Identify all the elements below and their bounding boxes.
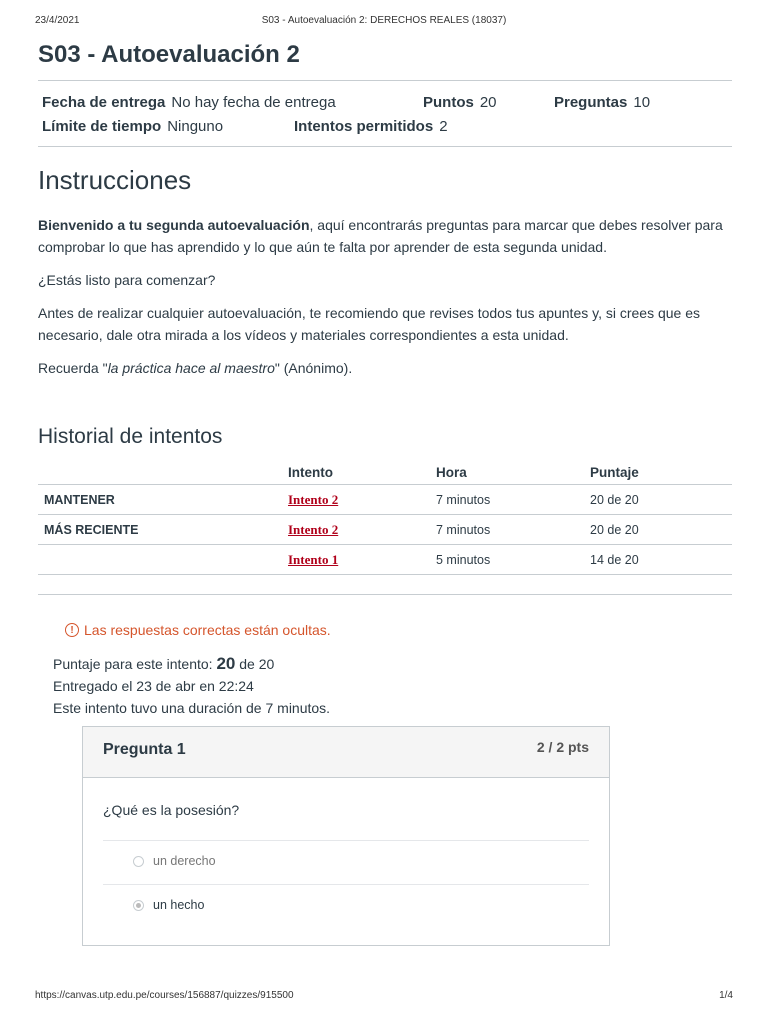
instructions-quote bbox=[38, 357, 732, 379]
detail-due bbox=[42, 94, 336, 111]
divider bbox=[38, 594, 732, 595]
print-footer bbox=[35, 990, 733, 1004]
radio-button bbox=[133, 856, 144, 867]
answer-option bbox=[103, 840, 589, 884]
radio-button-selected bbox=[133, 900, 144, 911]
detail-attempts bbox=[294, 118, 448, 135]
warning-text: Las respuestas correctas están ocultas. bbox=[84, 622, 331, 638]
instructions-heading: Instrucciones bbox=[38, 165, 192, 195]
score-value: 20 bbox=[216, 654, 236, 673]
instructions-paragraph bbox=[38, 214, 732, 258]
detail-time-limit-label: Límite de tiempo bbox=[42, 118, 162, 135]
instructions-advice: Antes de realizar cualquier autoevaluación, te recomiendo que revises todos tus apuntes y, si crees que es necesario, dale otra mirada a los vídeos y materiales correspondientes a esta unidad. bbox=[38, 305, 701, 343]
quiz-content bbox=[38, 38, 732, 719]
detail-points-value: 20 bbox=[479, 94, 497, 111]
row-label: MANTENER bbox=[38, 485, 288, 515]
column-header-score: Puntaje bbox=[590, 459, 732, 485]
table-row bbox=[38, 485, 732, 515]
table-row bbox=[38, 515, 732, 545]
detail-points-label: Puntos bbox=[423, 94, 474, 111]
duration-line: Este intento tuvo una duración de 7 minutos. bbox=[53, 700, 331, 716]
instructions-welcome-rest: , aquí encontrarás preguntas para marcar que debes resolver para comprobar lo que has aprendido y lo que aún te falta por aprender de esta segunda unidad. bbox=[38, 217, 723, 255]
attempt-link[interactable]: Intento 2 bbox=[288, 491, 339, 507]
attempt-time: 5 minutos bbox=[436, 545, 590, 575]
attempt-summary bbox=[53, 653, 732, 719]
page-number: 1/4 bbox=[719, 990, 733, 1001]
answer-option bbox=[103, 884, 589, 928]
attempt-time: 7 minutos bbox=[436, 485, 590, 515]
detail-time-limit-value: Ninguno bbox=[167, 118, 224, 135]
attempt-history-table bbox=[38, 459, 732, 575]
question-title: Pregunta 1 bbox=[103, 741, 186, 758]
hidden-answers-warning bbox=[65, 622, 732, 638]
quote-suffix: " (Anónimo). bbox=[274, 360, 353, 376]
score-label: Puntaje para este intento: bbox=[53, 656, 217, 672]
answer-text: un derecho bbox=[153, 854, 216, 868]
warning-icon: ! bbox=[65, 623, 79, 637]
attempt-score: 20 de 20 bbox=[590, 515, 732, 545]
attempt-time: 7 minutos bbox=[436, 515, 590, 545]
attempt-score: 20 de 20 bbox=[590, 485, 732, 515]
detail-points bbox=[423, 94, 497, 111]
detail-questions-value: 10 bbox=[633, 94, 651, 111]
column-header-time: Hora bbox=[436, 459, 590, 485]
attempt-score: 14 de 20 bbox=[590, 545, 732, 575]
divider bbox=[38, 146, 732, 147]
print-header bbox=[35, 15, 733, 29]
detail-attempts-label: Intentos permitidos bbox=[294, 118, 434, 135]
column-header-attempt: Intento bbox=[288, 459, 436, 485]
attempt-link[interactable]: Intento 2 bbox=[288, 521, 339, 537]
detail-due-value: No hay fecha de entrega bbox=[171, 94, 336, 111]
detail-time-limit bbox=[42, 118, 223, 135]
history-heading: Historial de intentos bbox=[38, 425, 223, 448]
column-header bbox=[38, 459, 288, 485]
question-header bbox=[83, 727, 609, 778]
row-label bbox=[38, 545, 288, 575]
quote-text: la práctica hace al maestro bbox=[107, 360, 275, 376]
answer-text: un hecho bbox=[153, 898, 205, 912]
instructions-ready: ¿Estás listo para comenzar? bbox=[38, 272, 216, 288]
attempt-score-line bbox=[53, 653, 732, 675]
table-header-row bbox=[38, 459, 732, 485]
instructions bbox=[38, 165, 732, 379]
score-total: de 20 bbox=[235, 656, 275, 672]
question-text: ¿Qué es la posesión? bbox=[103, 802, 240, 818]
table-row bbox=[38, 545, 732, 575]
question-body bbox=[83, 802, 609, 928]
attempt-link[interactable]: Intento 1 bbox=[288, 551, 339, 567]
question-points: 2 / 2 pts bbox=[536, 739, 589, 755]
page-title: S03 - Autoevaluación 2 bbox=[38, 41, 300, 68]
print-date: 23/4/2021 bbox=[35, 15, 80, 26]
quote-prefix: Recuerda " bbox=[38, 360, 108, 376]
answer-list bbox=[103, 840, 589, 928]
submitted-line: Entregado el 23 de abr en 22:24 bbox=[53, 678, 254, 694]
detail-due-label: Fecha de entrega bbox=[42, 94, 166, 111]
question-card bbox=[82, 726, 610, 946]
detail-questions bbox=[554, 94, 650, 111]
quiz-details bbox=[38, 81, 732, 141]
print-document-title: S03 - Autoevaluación 2: DERECHOS REALES (18037) bbox=[261, 15, 507, 26]
row-label: MÁS RECIENTE bbox=[38, 515, 288, 545]
detail-questions-label: Preguntas bbox=[554, 94, 628, 111]
detail-attempts-value: 2 bbox=[439, 118, 448, 135]
instructions-welcome: Bienvenido a tu segunda autoevaluación bbox=[38, 217, 310, 233]
print-url: https://canvas.utp.edu.pe/courses/156887/quizzes/915500 bbox=[35, 990, 294, 1001]
